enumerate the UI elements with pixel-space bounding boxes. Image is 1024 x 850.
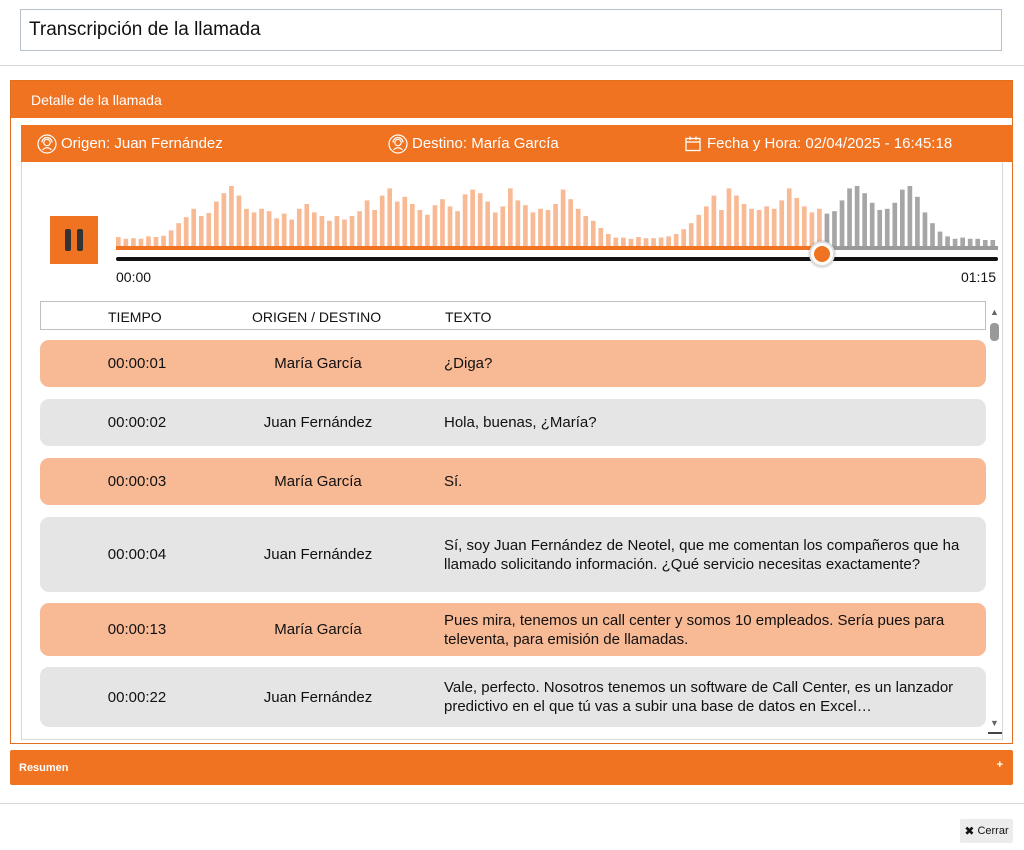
waveform-bar (184, 217, 189, 246)
row-speaker: Juan Fernández (263, 414, 373, 431)
waveform-bar (365, 200, 370, 246)
call-detail-panel (10, 80, 1013, 744)
row-text: Vale, perfecto. Nosotros tenemos un software de Call Center, es un lanzador predictivo en el que tú vas a subir una base de datos en Excel… (444, 679, 954, 715)
call-detail-header[interactable]: Detalle de la llamada (11, 81, 1012, 118)
window-title: Transcripción de la llamada (20, 9, 1002, 51)
waveform-bar (327, 221, 332, 246)
pause-button[interactable] (50, 216, 98, 264)
row-text: Pues mira, tenemos un call center y somos 10 empleados. Sería pues para televenta, para emisión de llamadas. (444, 611, 945, 648)
datetime-info (683, 125, 952, 162)
waveform-bar (900, 190, 905, 246)
waveform-bar (719, 210, 724, 246)
waveform-bar (282, 214, 287, 246)
close-label: Cerrar (977, 825, 1009, 837)
waveform-bar (591, 221, 596, 246)
waveform-bar (561, 190, 566, 246)
time-start: 00:00 (116, 269, 152, 285)
waveform-bar (297, 209, 302, 246)
waveform-bar (629, 239, 634, 246)
waveform-bar (606, 234, 611, 246)
pause-icon (65, 229, 71, 251)
row-time: 00:00:03 (107, 473, 167, 490)
waveform-bar (448, 206, 453, 246)
waveform-bar (576, 209, 581, 246)
waveform-bar (945, 236, 950, 246)
call-detail-body (21, 125, 1003, 740)
column-header-text[interactable]: TEXTO (445, 308, 492, 325)
divider (0, 803, 1024, 804)
calendar-icon (683, 134, 703, 154)
x-icon: ✖ (964, 824, 975, 838)
waveform-bar (689, 223, 694, 246)
call-info-bar (21, 125, 1013, 162)
waveform-bar (493, 212, 498, 246)
waveform-bar (877, 210, 882, 246)
waveform-bar (357, 211, 362, 246)
waveform-bar (614, 238, 619, 246)
progress-played (116, 246, 822, 250)
row-time: 00:00:13 (107, 621, 167, 638)
waveform-bar (598, 228, 603, 246)
waveform-bar (757, 210, 762, 246)
waveform-bar (304, 204, 309, 246)
waveform-bar (418, 210, 423, 246)
waveform-bar (470, 190, 475, 246)
waveform-bar (546, 210, 551, 246)
waveform-bar (516, 200, 521, 246)
waveform-bar (395, 202, 400, 246)
waveform-bar (915, 197, 920, 246)
row-text: Sí. (444, 473, 463, 490)
waveform-bar (342, 220, 347, 246)
waveform-bar (553, 204, 558, 246)
resumen-label: Resumen (19, 761, 69, 774)
waveform-bar (500, 206, 505, 246)
waveform-bar (727, 188, 732, 246)
waveform-bar (832, 211, 837, 246)
waveform-bar (463, 194, 468, 246)
waveform-bar (425, 215, 430, 246)
waveform-bar (372, 210, 377, 246)
waveform-bar (870, 203, 875, 246)
waveform-bar (704, 206, 709, 246)
agent-headset-icon (388, 134, 408, 154)
waveform-bar (139, 239, 144, 246)
destination-info (388, 125, 559, 162)
table-row[interactable] (40, 399, 986, 446)
waveform-bar (794, 198, 799, 246)
waveform-bar (885, 209, 890, 246)
audio-progress-slider[interactable] (116, 246, 998, 260)
column-header-who[interactable]: ORIGEN / DESTINO (252, 308, 382, 325)
table-row[interactable] (40, 340, 986, 387)
row-speaker: María García (274, 473, 362, 490)
waveform-bar (508, 188, 513, 246)
divider (0, 65, 1024, 66)
waveform-bar (214, 202, 219, 246)
transcript-list[interactable] (40, 340, 986, 740)
waveform-bar (387, 188, 392, 246)
waveform-bar (350, 216, 355, 246)
waveform-bar (787, 188, 792, 246)
waveform-bar (169, 230, 174, 246)
row-speaker: Juan Fernández (263, 688, 373, 706)
waveform-bar (244, 209, 249, 246)
waveform-bar (116, 237, 121, 246)
transcript-table-header (40, 301, 986, 330)
waveform-bar (840, 200, 845, 246)
table-row[interactable] (40, 458, 986, 505)
close-button[interactable] (960, 819, 1013, 843)
waveform-bar (320, 216, 325, 246)
waveform-bar (802, 206, 807, 246)
waveform-bar (734, 196, 739, 246)
waveform-bar (259, 209, 264, 246)
waveform-bar (206, 213, 211, 246)
waveform-bar (749, 209, 754, 246)
waveform-bar (176, 223, 181, 246)
table-row[interactable] (40, 517, 986, 592)
waveform-bar (923, 212, 928, 246)
waveform-bar (335, 216, 340, 246)
waveform-bar (433, 205, 438, 246)
waveform-bar (237, 196, 242, 246)
scrollbar-end (988, 732, 1002, 734)
row-text: Sí, soy Juan Fernández de Neotel, que me comentan los compañeros que ha llamado solicitando información. ¿Qué servicio necesitas exactamente? (444, 536, 960, 573)
destination-label: Destino: María García (412, 135, 559, 152)
waveform-bar (938, 232, 943, 246)
row-time: 00:00:04 (107, 546, 167, 563)
origin-label: Origen: Juan Fernández (61, 135, 223, 152)
row-speaker: Juan Fernández (263, 546, 373, 563)
table-row[interactable] (40, 603, 986, 656)
waveform-bar (712, 196, 717, 246)
row-time: 00:00:02 (107, 414, 167, 431)
resumen-section-header[interactable] (10, 750, 1013, 785)
progress-base (116, 257, 998, 261)
waveform-bar (975, 239, 980, 246)
time-end: 01:15 (960, 269, 996, 285)
waveform-bar (229, 186, 234, 246)
waveform-bar (402, 197, 407, 246)
waveform-bar (892, 203, 897, 246)
waveform-bar (636, 237, 641, 246)
waveform-bar (131, 238, 136, 246)
waveform-bar (681, 229, 686, 246)
waveform-bar (289, 220, 294, 246)
waveform-bar (538, 209, 543, 246)
waveform-bar (312, 212, 317, 246)
waveform-bar (862, 193, 867, 246)
waveform-bar (674, 234, 679, 246)
waveform-bar (267, 211, 272, 246)
waveform-bar (810, 212, 815, 246)
column-header-time[interactable]: TIEMPO (108, 308, 162, 325)
table-row[interactable] (40, 667, 986, 727)
waveform-bar (742, 204, 747, 246)
origin-info (37, 125, 223, 162)
waveform-bar (583, 216, 588, 246)
progress-handle[interactable] (809, 241, 835, 267)
waveform-bar (124, 239, 129, 246)
waveform-bar (274, 218, 279, 246)
waveform-bar (380, 196, 385, 246)
waveform-bar (847, 188, 852, 246)
waveform-bar (659, 238, 664, 246)
waveform-bar (908, 186, 913, 246)
waveform-bar (455, 211, 460, 246)
waveform-bar (531, 212, 536, 246)
waveform-bar (621, 238, 626, 246)
waveform-bar (252, 212, 257, 246)
datetime-label: Fecha y Hora: 02/04/2025 - 16:45:18 (707, 135, 953, 152)
waveform-bar (968, 239, 973, 246)
waveform-bar (930, 223, 935, 246)
waveform-bar (161, 236, 166, 246)
waveform-bar (222, 193, 227, 246)
waveform-bar (953, 239, 958, 246)
waveform-bar (154, 237, 159, 246)
row-speaker: María García (274, 355, 362, 372)
row-time: 00:00:01 (107, 355, 167, 372)
waveform-bar (191, 209, 196, 246)
expand-plus-icon[interactable]: + (996, 759, 1003, 771)
waveform-bar (772, 209, 777, 246)
waveform-bar (666, 236, 671, 246)
row-text: Hola, buenas, ¿María? (444, 414, 597, 431)
waveform-bar (568, 199, 573, 246)
waveform-bar (146, 236, 151, 246)
agent-headset-icon (37, 134, 57, 154)
waveform-bar (651, 238, 656, 246)
row-time: 00:00:22 (107, 688, 167, 706)
row-text: ¿Diga? (444, 355, 493, 372)
waveform-bar (696, 215, 701, 246)
waveform-bar (199, 216, 204, 246)
scroll-up-arrow-icon[interactable]: ▲ (990, 307, 999, 317)
waveform-bar (764, 206, 769, 246)
waveform-bar (485, 202, 490, 246)
waveform-bar (644, 238, 649, 246)
waveform-bar (779, 200, 784, 246)
audio-waveform[interactable] (116, 184, 998, 246)
waveform-bar (440, 199, 445, 246)
row-speaker: María García (274, 621, 362, 638)
progress-remaining (822, 246, 998, 250)
scroll-down-arrow-icon[interactable]: ▼ (990, 718, 999, 728)
waveform-bar (523, 205, 528, 246)
waveform-bar (410, 204, 415, 246)
scrollbar-thumb[interactable] (990, 323, 999, 341)
waveform-bar (478, 193, 483, 246)
waveform-bar (960, 238, 965, 246)
waveform-bar (855, 186, 860, 246)
